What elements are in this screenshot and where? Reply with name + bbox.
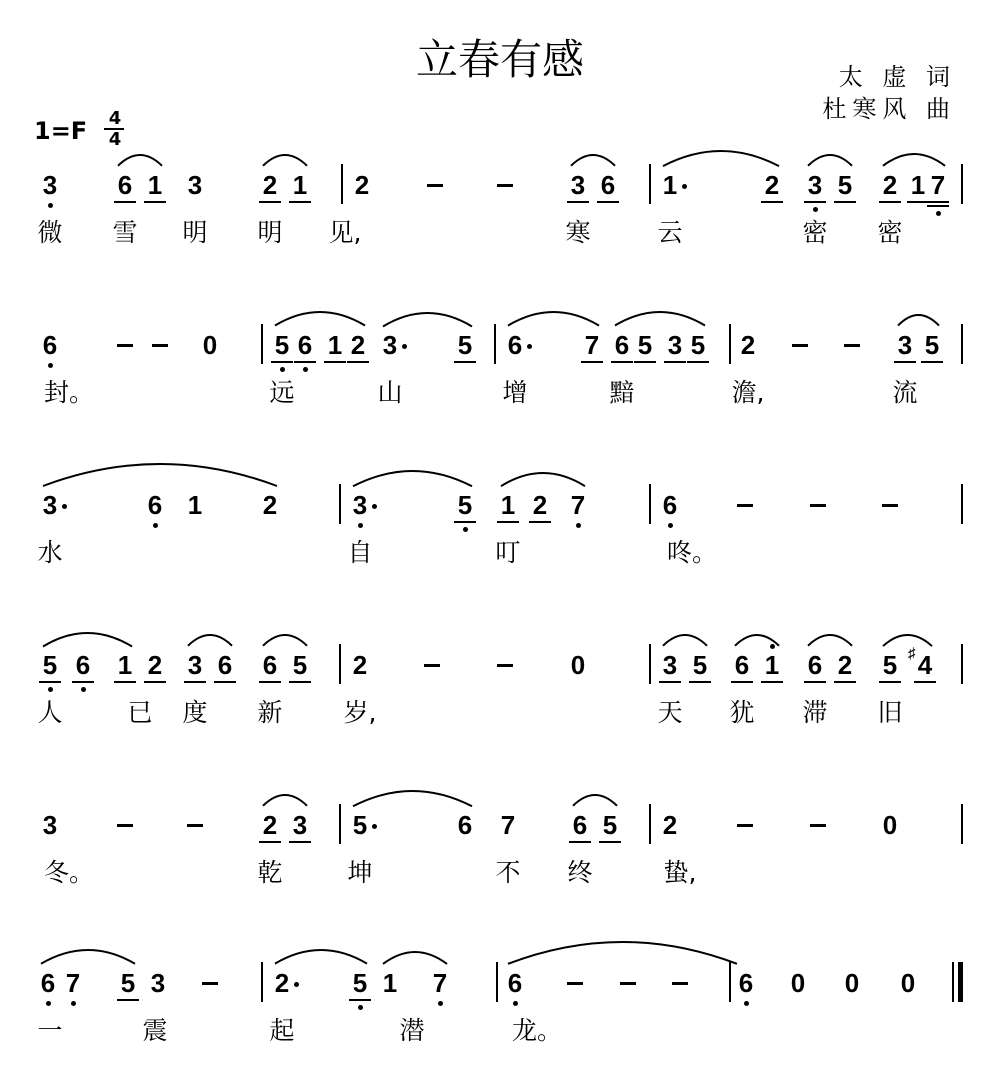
lower-octave-dot <box>438 1001 443 1006</box>
lower-octave-dot <box>576 523 581 528</box>
note: 5 <box>457 490 473 520</box>
sharp-accidental: ♯ <box>908 645 916 662</box>
slur-arc <box>882 152 946 168</box>
extension-dash <box>882 504 898 507</box>
barline <box>261 324 263 364</box>
lyric-char: 潜 <box>399 1016 425 1045</box>
note: 2 <box>262 810 278 840</box>
note: 5 <box>292 650 308 680</box>
slur-arc <box>897 313 940 328</box>
lyric-char: 蛰, <box>663 858 697 887</box>
underline-beam <box>72 681 94 683</box>
note: 3 <box>292 810 308 840</box>
underline-beam <box>144 201 166 203</box>
lower-octave-dot <box>81 687 86 692</box>
barline <box>961 804 963 844</box>
extension-dash <box>810 824 826 827</box>
note: 3 <box>382 330 398 360</box>
slur-arc <box>117 153 163 168</box>
lower-octave-dot <box>463 527 468 532</box>
note: 7 <box>584 330 600 360</box>
underline-beam <box>289 201 311 203</box>
note: 7 <box>65 968 81 998</box>
underline-beam <box>927 201 949 203</box>
time-signature-bottom: 4 <box>108 129 122 150</box>
note: 1 <box>117 650 133 680</box>
note: 4 <box>917 650 933 680</box>
note: 7 <box>500 810 516 840</box>
underline-beam <box>914 681 936 683</box>
note: 5 <box>924 330 940 360</box>
score-row <box>0 170 1000 340</box>
score-row <box>0 645 1000 820</box>
key-signature: 1=F <box>34 117 88 145</box>
underline-beam <box>289 841 311 843</box>
note: 6 <box>507 330 523 360</box>
underline-beam <box>259 841 281 843</box>
extension-dash <box>567 982 583 985</box>
underline-beam <box>581 361 603 363</box>
underline-beam <box>879 201 901 203</box>
note: 2 <box>354 170 370 200</box>
extension-dash <box>792 344 808 347</box>
barline <box>961 644 963 684</box>
lyric-char: 自 <box>347 538 373 567</box>
underline-beam <box>761 681 783 683</box>
lower-octave-dot <box>48 203 53 208</box>
slur-arc <box>662 633 708 648</box>
lyricist-credit: 太 虚 词 <box>838 63 956 91</box>
slur-arc <box>42 462 278 488</box>
note: 2 <box>740 330 756 360</box>
underline-beam <box>894 361 916 363</box>
underline-beam <box>834 201 856 203</box>
underline-beam <box>569 841 591 843</box>
extension-dash <box>810 504 826 507</box>
underline-beam <box>271 361 293 363</box>
underline-beam <box>347 361 369 363</box>
note: 5 <box>602 810 618 840</box>
song-title: 立春有感 <box>415 35 584 84</box>
barline <box>649 644 651 684</box>
note: 0 <box>570 650 586 680</box>
slur-arc <box>807 633 853 648</box>
note: 3 <box>897 330 913 360</box>
note: 1 <box>187 490 203 520</box>
slur-arc <box>507 940 738 966</box>
barline <box>961 484 963 524</box>
note: 3 <box>150 968 166 998</box>
note: 5 <box>274 330 290 360</box>
lyric-char: 澹, <box>731 378 765 407</box>
lyric-char: 已 <box>127 698 153 727</box>
note: 5 <box>352 968 368 998</box>
composer-credit: 杜寒风 曲 <box>822 95 956 123</box>
note: 6 <box>42 330 58 360</box>
note: 1 <box>147 170 163 200</box>
lyric-char: 云 <box>657 218 683 247</box>
slur-arc <box>807 153 853 168</box>
note: 1 <box>764 650 780 680</box>
lower-octave-dot <box>668 523 673 528</box>
note: 5 <box>457 330 473 360</box>
note: 7 <box>432 968 448 998</box>
underline-beam <box>927 205 949 207</box>
note: 5 <box>637 330 653 360</box>
note: 3 <box>352 490 368 520</box>
underline-beam <box>289 681 311 683</box>
barline <box>339 484 341 524</box>
note: 5 <box>120 968 136 998</box>
lyric-char: 咚。 <box>667 538 718 567</box>
note: 6 <box>507 968 523 998</box>
underline-beam <box>144 681 166 683</box>
lyric-char: 雪 <box>112 218 138 247</box>
slur-arc <box>42 631 133 648</box>
lyric-char: 远 <box>269 378 295 407</box>
note: 2 <box>350 330 366 360</box>
time-signature-top: 4 <box>108 108 122 129</box>
extension-dash <box>620 982 636 985</box>
underline-beam <box>664 361 686 363</box>
lyric-char: 旧 <box>877 698 903 727</box>
note: 5 <box>690 330 706 360</box>
barline <box>261 962 263 1002</box>
note: 6 <box>662 490 678 520</box>
note: 6 <box>147 490 163 520</box>
underline-beam <box>114 681 136 683</box>
slur-arc <box>40 948 136 966</box>
underline-beam <box>324 361 346 363</box>
lyric-char: 冬。 <box>44 858 95 887</box>
underline-beam <box>117 999 139 1001</box>
extension-dash <box>737 824 753 827</box>
note: 3 <box>42 170 58 200</box>
slur-arc <box>614 310 706 328</box>
underline-beam <box>454 361 476 363</box>
augmentation-dot <box>527 344 532 349</box>
lower-octave-dot <box>513 1001 518 1006</box>
slur-arc <box>274 948 368 966</box>
note: 1 <box>910 170 926 200</box>
note: 2 <box>882 170 898 200</box>
underline-beam <box>259 201 281 203</box>
lower-octave-dot <box>358 1005 363 1010</box>
note: 1 <box>292 170 308 200</box>
barline <box>729 324 731 364</box>
underline-beam <box>634 361 656 363</box>
underline-beam <box>184 681 206 683</box>
underline-beam <box>687 361 709 363</box>
lyric-char: 一 <box>37 1016 63 1045</box>
slur-arc <box>382 311 473 328</box>
note: 0 <box>900 968 916 998</box>
slur-arc <box>352 469 473 488</box>
barline <box>339 804 341 844</box>
extension-dash <box>202 982 218 985</box>
note: 6 <box>734 650 750 680</box>
underline-beam <box>294 361 316 363</box>
note: 3 <box>187 170 203 200</box>
note: 2 <box>837 650 853 680</box>
note: 5 <box>42 650 58 680</box>
note: 5 <box>692 650 708 680</box>
lyric-char: 见, <box>328 218 362 247</box>
slur-arc <box>262 153 308 168</box>
underline-beam <box>39 681 61 683</box>
lower-octave-dot <box>744 1001 749 1006</box>
underline-beam <box>611 361 633 363</box>
extension-dash <box>427 184 443 187</box>
underline-beam <box>597 201 619 203</box>
slur-arc <box>882 633 933 648</box>
lyric-char: 天 <box>657 698 683 727</box>
extension-dash <box>424 664 440 667</box>
barline <box>649 484 651 524</box>
lyric-char: 密 <box>877 218 903 247</box>
barline <box>494 324 496 364</box>
lyric-char: 乾 <box>257 858 283 887</box>
underline-beam <box>497 521 519 523</box>
extension-dash <box>497 664 513 667</box>
lower-octave-dot <box>813 207 818 212</box>
lyric-char: 微 <box>37 218 63 247</box>
underline-beam <box>907 201 929 203</box>
underline-beam <box>761 201 783 203</box>
slur-arc <box>570 153 616 168</box>
barline <box>961 324 963 364</box>
extension-dash <box>152 344 168 347</box>
underline-beam <box>689 681 711 683</box>
extension-dash <box>672 982 688 985</box>
lower-octave-dot <box>358 523 363 528</box>
note: 2 <box>262 490 278 520</box>
barline <box>649 164 651 204</box>
augmentation-dot <box>402 344 407 349</box>
augmentation-dot <box>372 504 377 509</box>
note: 0 <box>790 968 806 998</box>
underline-beam <box>454 521 476 523</box>
note: 7 <box>930 170 946 200</box>
lyric-char: 度 <box>182 698 208 727</box>
augmentation-dot <box>62 504 67 509</box>
lyric-char: 起 <box>269 1016 295 1045</box>
extension-dash <box>117 344 133 347</box>
final-barline-thin <box>952 962 954 1002</box>
note: 2 <box>532 490 548 520</box>
underline-beam <box>804 681 826 683</box>
note: 6 <box>807 650 823 680</box>
note: 7 <box>570 490 586 520</box>
note: 3 <box>570 170 586 200</box>
slur-arc <box>572 793 618 808</box>
slur-arc <box>500 471 586 488</box>
note: 0 <box>882 810 898 840</box>
lower-octave-dot <box>48 687 53 692</box>
note: 5 <box>837 170 853 200</box>
lyric-char: 犹 <box>729 698 755 727</box>
note: 2 <box>147 650 163 680</box>
slur-arc <box>262 633 308 648</box>
note: 6 <box>738 968 754 998</box>
lower-octave-dot <box>153 523 158 528</box>
lyric-char: 封。 <box>44 378 95 407</box>
underline-beam <box>529 521 551 523</box>
lyric-char: 滞 <box>802 698 828 727</box>
note: 2 <box>764 170 780 200</box>
lyric-char: 水 <box>37 538 63 567</box>
barline <box>339 644 341 684</box>
underline-beam <box>114 201 136 203</box>
barline <box>496 962 498 1002</box>
note: 1 <box>327 330 343 360</box>
note: 1 <box>382 968 398 998</box>
note: 6 <box>262 650 278 680</box>
lower-octave-dot <box>46 1001 51 1006</box>
underline-beam <box>921 361 943 363</box>
note: 6 <box>40 968 56 998</box>
note: 3 <box>667 330 683 360</box>
lyric-char: 山 <box>377 378 403 407</box>
extension-dash <box>187 824 203 827</box>
lower-octave-dot <box>280 367 285 372</box>
lyric-char: 增 <box>502 378 528 407</box>
underline-beam <box>599 841 621 843</box>
note: 2 <box>352 650 368 680</box>
augmentation-dot <box>372 824 377 829</box>
extension-dash <box>737 504 753 507</box>
lower-octave-dot <box>936 211 941 216</box>
note: 2 <box>662 810 678 840</box>
augmentation-dot <box>294 982 299 987</box>
underline-beam <box>879 681 901 683</box>
note: 6 <box>217 650 233 680</box>
lyric-char: 明 <box>182 218 208 247</box>
note: 6 <box>75 650 91 680</box>
lower-octave-dot <box>48 363 53 368</box>
note: 6 <box>614 330 630 360</box>
lower-octave-dot <box>303 367 308 372</box>
lyric-char: 坤 <box>347 858 373 887</box>
slur-arc <box>734 633 780 648</box>
lower-octave-dot <box>71 1001 76 1006</box>
note: 1 <box>662 170 678 200</box>
slur-arc <box>382 950 448 966</box>
slur-arc <box>662 149 780 168</box>
barline <box>341 164 343 204</box>
lyric-char: 震 <box>142 1016 168 1045</box>
barline <box>961 164 963 204</box>
note: 1 <box>500 490 516 520</box>
lyric-char: 叮 <box>495 538 521 567</box>
lyric-char: 新 <box>257 698 283 727</box>
score-row <box>0 968 1000 1066</box>
slur-arc <box>187 633 233 648</box>
score-row <box>0 810 1000 980</box>
lyric-char: 黯 <box>609 378 635 407</box>
lyric-char: 密 <box>802 218 828 247</box>
barline <box>729 962 731 1002</box>
lyric-char: 明 <box>257 218 283 247</box>
note: 5 <box>882 650 898 680</box>
underline-beam <box>214 681 236 683</box>
underline-beam <box>731 681 753 683</box>
extension-dash <box>497 184 513 187</box>
lyric-char: 龙。 <box>512 1016 563 1045</box>
barline <box>649 804 651 844</box>
underline-beam <box>567 201 589 203</box>
extension-dash <box>117 824 133 827</box>
note: 6 <box>600 170 616 200</box>
underline-beam <box>804 201 826 203</box>
note: 6 <box>117 170 133 200</box>
lyric-char: 不 <box>495 858 521 887</box>
note: 6 <box>297 330 313 360</box>
underline-beam <box>659 681 681 683</box>
underline-beam <box>834 681 856 683</box>
underline-beam <box>349 999 371 1001</box>
note: 3 <box>807 170 823 200</box>
note: 5 <box>352 810 368 840</box>
final-barline-thick <box>958 962 963 1002</box>
slur-arc <box>262 793 308 808</box>
note: 3 <box>42 810 58 840</box>
augmentation-dot <box>682 184 687 189</box>
slur-arc <box>352 789 473 808</box>
note: 6 <box>457 810 473 840</box>
lyric-char: 流 <box>892 378 918 407</box>
note: 2 <box>274 968 290 998</box>
slur-arc <box>507 310 600 328</box>
note: 6 <box>572 810 588 840</box>
lyric-char: 岁, <box>343 698 377 727</box>
note: 3 <box>42 490 58 520</box>
underline-beam <box>259 681 281 683</box>
note: 2 <box>262 170 278 200</box>
note: 3 <box>187 650 203 680</box>
note: 0 <box>202 330 218 360</box>
lyric-char: 终 <box>567 858 593 887</box>
note: 0 <box>844 968 860 998</box>
lyric-char: 寒 <box>565 218 591 247</box>
slur-arc <box>274 310 366 328</box>
lyric-char: 人 <box>37 698 63 727</box>
note: 3 <box>662 650 678 680</box>
extension-dash <box>844 344 860 347</box>
